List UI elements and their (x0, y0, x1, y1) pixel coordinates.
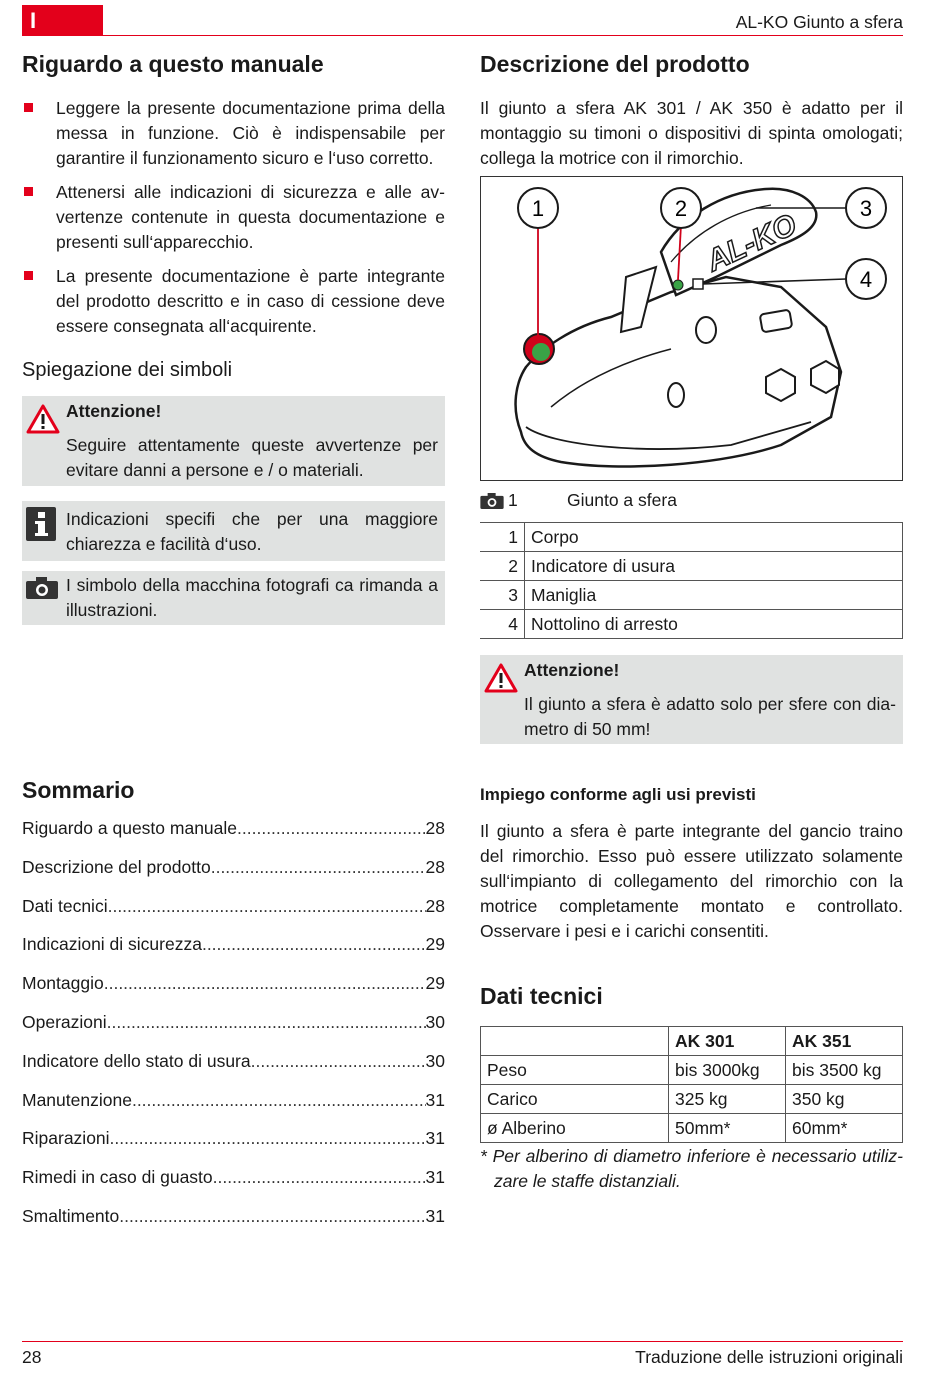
parts-table (480, 522, 903, 639)
table-row: 4 Nottolino di arresto (480, 610, 903, 639)
figure-number: 1 (508, 490, 518, 510)
table-row: 3 Maniglia (480, 581, 903, 610)
toc-entry[interactable]: Riparazioni ..... 31 (22, 1128, 445, 1167)
running-header: AL-KO Giunto a sfera (735, 12, 903, 32)
table-header-row: AK 301 AK 351 (481, 1027, 903, 1056)
tech-title: Dati tecnici (480, 983, 603, 1009)
table-of-contents (22, 818, 445, 1245)
usage-title: Impiego conforme agli usi previsti (480, 785, 756, 804)
info-box (22, 501, 445, 561)
usage-text: Il giunto a sfera è parte integrante del gancio traino del rimorchio. Esso può essere utilizzato solamente sull‘impianto di collegamento del rimorchio con la motrice completamente montato e controllato. Osservare i pesi e i carichi consentiti. (480, 821, 903, 941)
product-figure (480, 176, 903, 481)
table-row: ø Alberino 50mm* 60mm* (481, 1114, 903, 1143)
symbols-title: Spiegazione dei simboli (22, 359, 233, 381)
camera-text: I simbolo della macchina fotografi ca rimanda a illustrazioni. (66, 575, 438, 620)
svg-text:4: 4 (859, 267, 873, 292)
brand-logo: AL-KO (701, 207, 802, 278)
toc-entry[interactable]: Manutenzione ..... 31 (22, 1090, 445, 1129)
warning-text: Seguire attentamente queste avvertenze per evitare danni a persone e / o materiali. (66, 435, 438, 480)
toc-entry[interactable]: Smaltimento ..... 31 (22, 1206, 445, 1245)
product-warning-box (480, 655, 903, 744)
product-title: Descrizione del prodotto (480, 51, 750, 77)
toc-entry[interactable]: Indicazioni di sicurezza ..... 29 (22, 934, 445, 973)
callout-4 (846, 259, 886, 299)
svg-text:3: 3 (859, 196, 873, 221)
tech-note: * Per alberino di diametro inferiore è necessario utilizzare le staffe distanziali. (480, 1146, 903, 1191)
header-rule (103, 35, 903, 36)
page-number: 28 (22, 1347, 42, 1367)
bullet-item: Attenersi alle indicazioni di sicurezza e alle avvertenze contenute in questa documentazione e presenti sull‘apparecchio. (22, 180, 445, 255)
svg-text:1: 1 (531, 196, 545, 221)
product-warning-title: Attenzione! (524, 660, 620, 680)
toc-title: Sommario (22, 777, 135, 803)
table-row: 1 Corpo (480, 523, 903, 552)
product-text: Il giunto a sfera AK 301 / AK 350 è adatto per il montaggio su timoni o dispositivi di spinta omologati; collega la motrice con il rimorchio. (480, 98, 903, 168)
info-text: Indicazioni specifi che per una maggiore chiarezza e facilità d‘uso. (66, 509, 438, 554)
toc-entry[interactable]: Descrizione del prodotto ..... 28 (22, 857, 445, 896)
callout-3 (846, 188, 886, 228)
product-warning-text: Il giunto a sfera è adatto solo per sfere con diametro di 50 mm! (524, 694, 896, 739)
camera-icon (480, 493, 504, 509)
warning-title: Attenzione! (66, 401, 162, 421)
toc-entry[interactable]: Operazioni ..... 30 (22, 1012, 445, 1051)
callout-2 (661, 188, 701, 228)
manual-bullets (22, 96, 445, 348)
info-icon (26, 507, 56, 541)
toc-entry[interactable]: Riguardo a questo manuale ..... 28 (22, 818, 445, 857)
callout-1 (518, 188, 558, 228)
section-mark: I (30, 8, 37, 33)
ball-coupling-illustration (481, 177, 902, 480)
footer-rule (22, 1341, 903, 1342)
warning-box (22, 396, 445, 486)
camera-box (22, 571, 445, 625)
footer-text: Traduzione delle istruzioni originali (635, 1347, 903, 1367)
toc-entry[interactable]: Dati tecnici ..... 28 (22, 896, 445, 935)
manual-title: Riguardo a questo manuale (22, 51, 324, 77)
table-row: 2 Indicatore di usura (480, 552, 903, 581)
tech-table (480, 1026, 903, 1143)
bullet-item: La presente documentazione è parte integrante del prodotto descritto e in caso di cessione deve essere consegnata all‘acquirente. (22, 264, 445, 339)
toc-entry[interactable]: Montaggio ..... 29 (22, 973, 445, 1012)
toc-entry[interactable]: Indicatore dello stato di usura ..... 30 (22, 1051, 445, 1090)
toc-entry[interactable]: Rimedi in caso di guasto ..... 31 (22, 1167, 445, 1206)
table-row: Peso bis 3000kg bis 3500 kg (481, 1056, 903, 1085)
warning-icon (26, 404, 60, 434)
section-tab (22, 5, 103, 36)
figure-caption: Giunto a sfera (567, 490, 677, 510)
camera-icon (26, 577, 58, 599)
svg-text:2: 2 (674, 196, 688, 221)
table-row: Carico 325 kg 350 kg (481, 1085, 903, 1114)
bullet-item: Leggere la presente documentazione prima della messa in funzione. Ciò è indispensabile per garantire il funzionamento sicuro e l‘uso corretto. (22, 96, 445, 171)
warning-icon (484, 663, 518, 693)
